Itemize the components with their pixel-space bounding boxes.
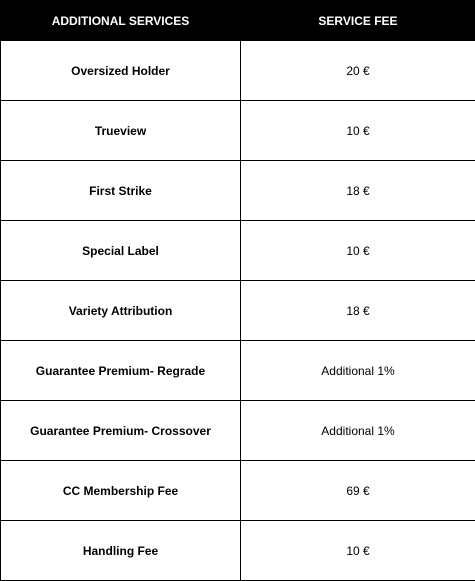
service-name: CC Membership Fee [1, 461, 241, 521]
service-fee: Additional 1% [241, 341, 475, 401]
service-fee: 18 € [241, 281, 475, 341]
table-row [1, 41, 475, 101]
service-name: Guarantee Premium- Regrade [1, 341, 241, 401]
service-fee: 10 € [241, 101, 475, 161]
table-row [1, 461, 475, 521]
table-row [1, 281, 475, 341]
service-name: Variety Attribution [1, 281, 241, 341]
service-fee: 10 € [241, 521, 475, 581]
service-name: Handling Fee [1, 521, 241, 581]
table-row [1, 161, 475, 221]
service-name: First Strike [1, 161, 241, 221]
header-service-fee: SERVICE FEE [241, 1, 475, 41]
service-fee: Additional 1% [241, 401, 475, 461]
service-fee: 69 € [241, 461, 475, 521]
table-row [1, 401, 475, 461]
service-name: Guarantee Premium- Crossover [1, 401, 241, 461]
table-header [1, 1, 475, 41]
service-fee: 18 € [241, 161, 475, 221]
table-row [1, 341, 475, 401]
service-name: Trueview [1, 101, 241, 161]
table-body [1, 41, 475, 581]
table-row [1, 221, 475, 281]
header-additional-services: ADDITIONAL SERVICES [1, 1, 241, 41]
service-name: Oversized Holder [1, 41, 241, 101]
header-row [1, 1, 475, 41]
table-row [1, 101, 475, 161]
table-row [1, 521, 475, 581]
service-name: Special Label [1, 221, 241, 281]
service-fee: 20 € [241, 41, 475, 101]
service-fee: 10 € [241, 221, 475, 281]
